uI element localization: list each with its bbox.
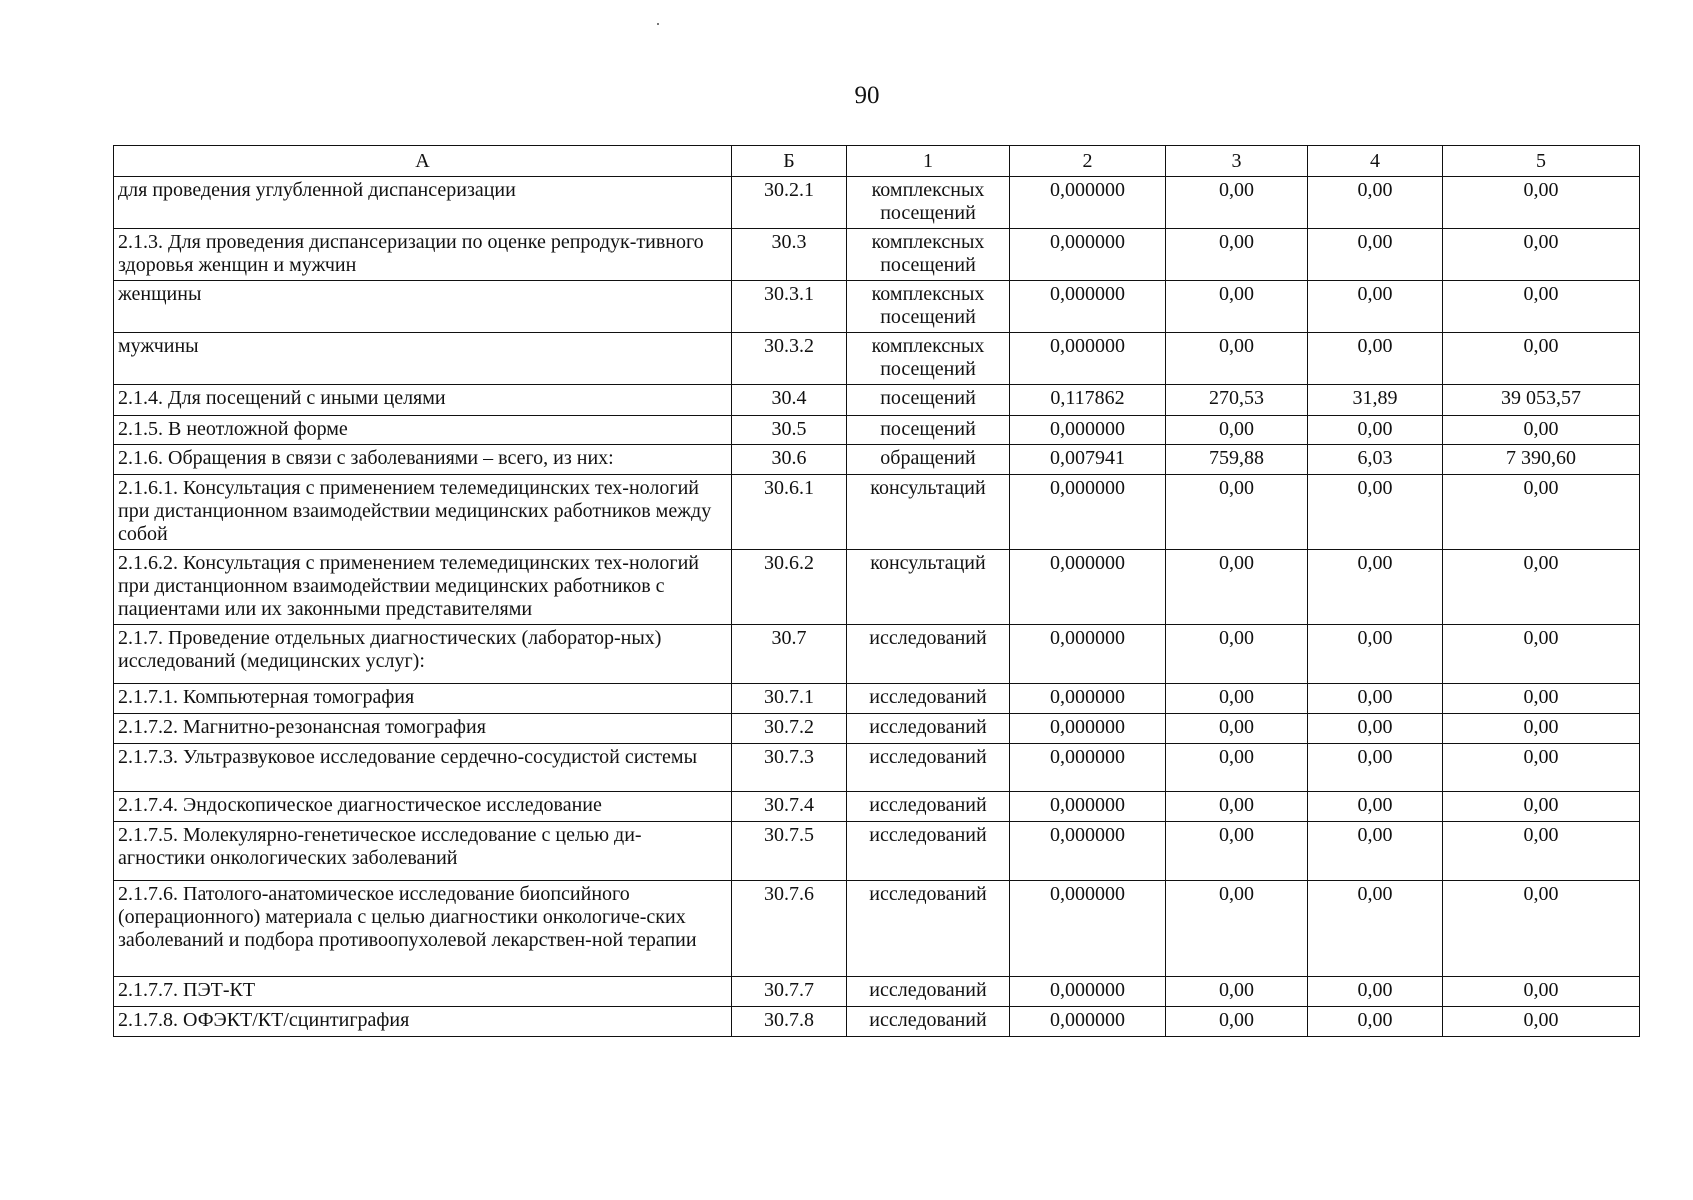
table-row [114,792,1640,822]
table-row [114,625,1640,684]
row-name-cell: 2.1.7.8. ОФЭКТ/КТ/сцинтиграфия [114,1007,732,1037]
row-col4-cell: 0,00 [1308,881,1443,977]
header-row [114,146,1640,177]
row-name-cell: 2.1.3. Для проведения диспансеризации по оценке репродук-тивного здоровья женщин и мужчин [114,229,732,281]
row-name-cell: 2.1.7.4. Эндоскопическое диагностическое исследование [114,792,732,822]
row-col5-cell: 39 053,57 [1443,385,1640,416]
row-col4-cell: 0,00 [1308,625,1443,684]
row-unit-cell: комплексных посещений [847,333,1010,385]
row-col2-cell: 0,117862 [1010,385,1166,416]
row-code-cell: 30.7.1 [732,684,847,714]
row-name-cell: женщины [114,281,732,333]
row-code-cell: 30.3.1 [732,281,847,333]
row-col4-cell: 0,00 [1308,416,1443,445]
row-col3-cell: 0,00 [1166,822,1308,881]
row-code-cell: 30.7.3 [732,744,847,792]
column-header: 4 [1308,146,1443,177]
row-col4-cell: 0,00 [1308,1007,1443,1037]
row-col2-cell: 0,000000 [1010,822,1166,881]
row-unit-cell: исследований [847,792,1010,822]
row-code-cell: 30.7 [732,625,847,684]
row-col5-cell: 0,00 [1443,281,1640,333]
row-col3-cell: 0,00 [1166,333,1308,385]
row-col4-cell: 0,00 [1308,977,1443,1007]
row-col2-cell: 0,000000 [1010,625,1166,684]
row-unit-cell: исследований [847,1007,1010,1037]
row-unit-cell: исследований [847,714,1010,744]
row-col2-cell: 0,000000 [1010,416,1166,445]
row-code-cell: 30.6.2 [732,550,847,625]
table-row [114,177,1640,229]
row-col3-cell: 0,00 [1166,881,1308,977]
row-col4-cell: 31,89 [1308,385,1443,416]
row-col3-cell: 0,00 [1166,684,1308,714]
row-name-cell: 2.1.7. Проведение отдельных диагностических (лаборатор-ных) исследований (медицинских услуг): [114,625,732,684]
row-code-cell: 30.7.6 [732,881,847,977]
row-col4-cell: 0,00 [1308,822,1443,881]
row-col5-cell: 0,00 [1443,416,1640,445]
row-name-cell: 2.1.7.2. Магнитно-резонансная томография [114,714,732,744]
table-row [114,333,1640,385]
row-col2-cell: 0,000000 [1010,714,1166,744]
row-col4-cell: 0,00 [1308,744,1443,792]
table-row [114,385,1640,416]
row-col4-cell: 0,00 [1308,714,1443,744]
row-unit-cell: исследований [847,684,1010,714]
row-code-cell: 30.5 [732,416,847,445]
row-col3-cell: 0,00 [1166,475,1308,550]
row-col2-cell: 0,000000 [1010,281,1166,333]
column-header: 2 [1010,146,1166,177]
row-col2-cell: 0,000000 [1010,792,1166,822]
row-col2-cell: 0,000000 [1010,1007,1166,1037]
row-col5-cell: 0,00 [1443,333,1640,385]
table-row [114,229,1640,281]
row-code-cell: 30.6 [732,445,847,475]
table-row [114,1007,1640,1037]
row-col5-cell: 0,00 [1443,744,1640,792]
row-col2-cell: 0,000000 [1010,333,1166,385]
row-col2-cell: 0,007941 [1010,445,1166,475]
row-col5-cell: 0,00 [1443,977,1640,1007]
row-code-cell: 30.3.2 [732,333,847,385]
row-col2-cell: 0,000000 [1010,550,1166,625]
row-name-cell: 2.1.6. Обращения в связи с заболеваниями – всего, из них: [114,445,732,475]
row-col2-cell: 0,000000 [1010,177,1166,229]
row-col4-cell: 0,00 [1308,792,1443,822]
row-col5-cell: 0,00 [1443,625,1640,684]
row-unit-cell: посещений [847,385,1010,416]
row-col3-cell: 270,53 [1166,385,1308,416]
table-body [114,177,1640,1037]
table-row [114,550,1640,625]
row-col5-cell: 0,00 [1443,177,1640,229]
scan-speck [657,23,659,25]
row-unit-cell: комплексных посещений [847,177,1010,229]
row-col5-cell: 7 390,60 [1443,445,1640,475]
row-col5-cell: 0,00 [1443,550,1640,625]
table-row [114,281,1640,333]
row-col4-cell: 0,00 [1308,333,1443,385]
row-col3-cell: 759,88 [1166,445,1308,475]
table-row [114,445,1640,475]
row-col3-cell: 0,00 [1166,550,1308,625]
row-unit-cell: обращений [847,445,1010,475]
row-unit-cell: исследований [847,822,1010,881]
row-code-cell: 30.6.1 [732,475,847,550]
row-col2-cell: 0,000000 [1010,684,1166,714]
row-name-cell: 2.1.5. В неотложной форме [114,416,732,445]
row-col5-cell: 0,00 [1443,475,1640,550]
table-row [114,684,1640,714]
row-col4-cell: 0,00 [1308,550,1443,625]
table-row [114,475,1640,550]
column-header: 5 [1443,146,1640,177]
row-col5-cell: 0,00 [1443,792,1640,822]
row-col3-cell: 0,00 [1166,744,1308,792]
row-col5-cell: 0,00 [1443,881,1640,977]
row-code-cell: 30.3 [732,229,847,281]
row-unit-cell: консультаций [847,550,1010,625]
row-col4-cell: 6,03 [1308,445,1443,475]
column-header: 1 [847,146,1010,177]
row-col3-cell: 0,00 [1166,177,1308,229]
row-col3-cell: 0,00 [1166,1007,1308,1037]
row-code-cell: 30.7.2 [732,714,847,744]
row-name-cell: для проведения углубленной диспансеризации [114,177,732,229]
row-col3-cell: 0,00 [1166,229,1308,281]
row-col2-cell: 0,000000 [1010,977,1166,1007]
row-code-cell: 30.7.4 [732,792,847,822]
row-col3-cell: 0,00 [1166,792,1308,822]
page-number: 90 [854,82,880,109]
row-name-cell: 2.1.7.5. Молекулярно-генетическое исследование с целью ди-агностики онкологических заболеваний [114,822,732,881]
row-col3-cell: 0,00 [1166,416,1308,445]
row-col3-cell: 0,00 [1166,625,1308,684]
row-name-cell: 2.1.7.3. Ультразвуковое исследование сердечно-сосудистой системы [114,744,732,792]
row-name-cell: 2.1.4. Для посещений с иными целями [114,385,732,416]
row-col4-cell: 0,00 [1308,684,1443,714]
row-unit-cell: исследований [847,625,1010,684]
row-col5-cell: 0,00 [1443,684,1640,714]
row-unit-cell: исследований [847,881,1010,977]
row-col3-cell: 0,00 [1166,281,1308,333]
row-name-cell: 2.1.7.6. Патолого-анатомическое исследование биопсийного (операционного) материала с целью диагностики онкологиче-ских заболеваний и подбора противоопухолевой лекарствен-ной терапии [114,881,732,977]
row-code-cell: 30.7.5 [732,822,847,881]
row-col4-cell: 0,00 [1308,229,1443,281]
row-col4-cell: 0,00 [1308,281,1443,333]
table-row [114,714,1640,744]
row-code-cell: 30.7.8 [732,1007,847,1037]
row-col2-cell: 0,000000 [1010,881,1166,977]
row-col3-cell: 0,00 [1166,977,1308,1007]
table-row [114,744,1640,792]
row-code-cell: 30.2.1 [732,177,847,229]
table-row [114,881,1640,977]
row-unit-cell: исследований [847,977,1010,1007]
row-col2-cell: 0,000000 [1010,475,1166,550]
table-row [114,416,1640,445]
column-header: Б [732,146,847,177]
row-col5-cell: 0,00 [1443,1007,1640,1037]
row-code-cell: 30.7.7 [732,977,847,1007]
row-col5-cell: 0,00 [1443,822,1640,881]
table-row [114,822,1640,881]
row-col4-cell: 0,00 [1308,177,1443,229]
row-unit-cell: комплексных посещений [847,281,1010,333]
row-col2-cell: 0,000000 [1010,744,1166,792]
data-table [113,145,1640,1037]
row-unit-cell: консультаций [847,475,1010,550]
row-col5-cell: 0,00 [1443,229,1640,281]
row-col4-cell: 0,00 [1308,475,1443,550]
row-unit-cell: комплексных посещений [847,229,1010,281]
row-unit-cell: посещений [847,416,1010,445]
row-name-cell: 2.1.6.2. Консультация с применением телемедицинских тех-нологий при дистанционном взаимодействии медицинских работников с пациентами или их законными представителями [114,550,732,625]
row-col5-cell: 0,00 [1443,714,1640,744]
row-name-cell: мужчины [114,333,732,385]
row-name-cell: 2.1.6.1. Консультация с применением телемедицинских тех-нологий при дистанционном взаимодействии медицинских работников между собой [114,475,732,550]
row-name-cell: 2.1.7.7. ПЭТ-КТ [114,977,732,1007]
row-unit-cell: исследований [847,744,1010,792]
row-col2-cell: 0,000000 [1010,229,1166,281]
row-col3-cell: 0,00 [1166,714,1308,744]
row-code-cell: 30.4 [732,385,847,416]
row-name-cell: 2.1.7.1. Компьютерная томография [114,684,732,714]
column-header: А [114,146,732,177]
table-row [114,977,1640,1007]
column-header: 3 [1166,146,1308,177]
